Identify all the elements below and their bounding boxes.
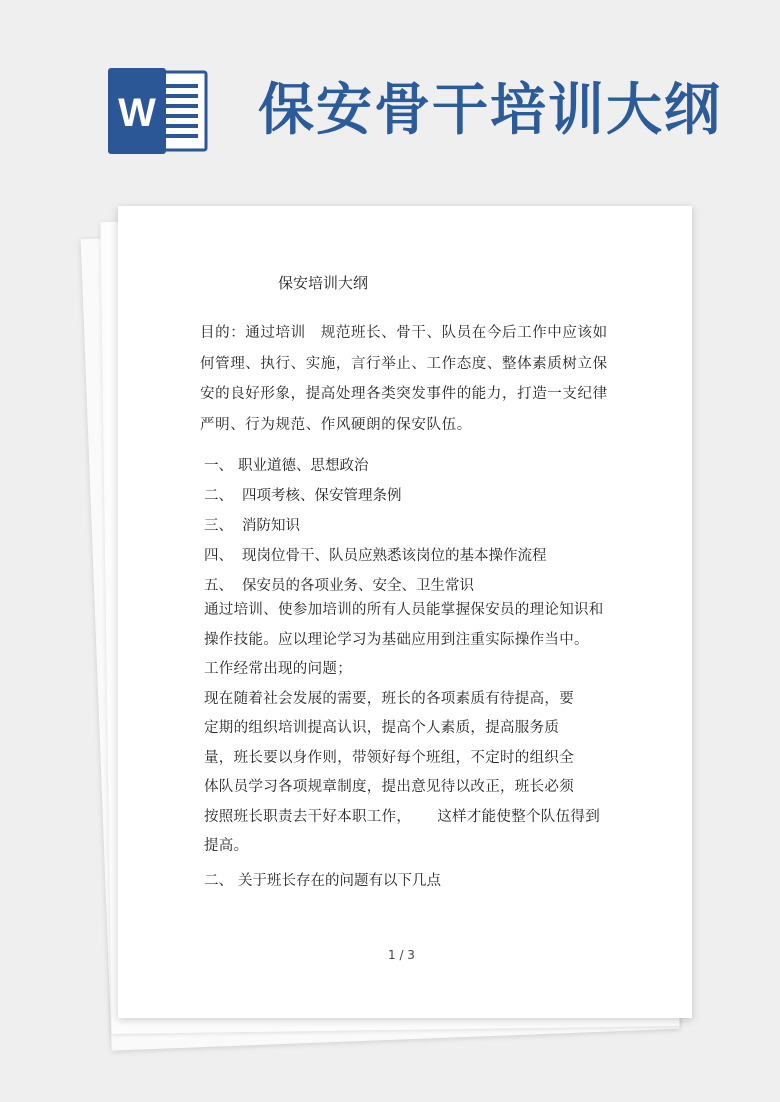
outline-list bbox=[204, 451, 547, 601]
body-line-part: 这样才能使整个队伍得到 bbox=[437, 808, 601, 825]
outline-number: 二、 bbox=[204, 873, 233, 889]
body-line: 操作技能。应以理论学习为基础应用到注重实际操作当中。 bbox=[204, 631, 589, 648]
body-line: 量，班长要以身作则，带领好每个班组，不定时的组织全 bbox=[204, 749, 574, 766]
banner-title: 保安骨干培训大纲 bbox=[258, 77, 722, 143]
body-line: 通过培训、使参加培训的所有人员能掌握保安员的理论知识和 bbox=[204, 602, 604, 618]
outline-text: 保安员的各项业务、安全、卫生常识 bbox=[242, 578, 474, 594]
body-line: 现在随着社会发展的需要，班长的各项素质有待提高，要 bbox=[204, 690, 574, 707]
body-line-part: 按照班长职责去干好本职工作， bbox=[204, 808, 412, 825]
outline-item bbox=[204, 511, 547, 541]
purpose-line: 安的良好形象，提高处理各类突发事件的能力，打造一支纪律 bbox=[200, 386, 608, 402]
outline-text: 现岗位骨干、队员应熟悉该岗位的基本操作流程 bbox=[242, 548, 547, 564]
purpose-line: 何管理、执行、实施，言行举止、工作态度、整体素质树立保 bbox=[200, 355, 608, 372]
page-number: 1 / 3 bbox=[388, 948, 415, 962]
outline-item bbox=[204, 541, 547, 571]
body-line: 提高。 bbox=[204, 838, 249, 854]
svg-text:W: W bbox=[118, 91, 156, 135]
outline-number: 三、 bbox=[204, 518, 233, 534]
outline-number: 五、 bbox=[204, 578, 233, 594]
purpose-line: 目的：通过培训 规范班长、骨干、队员在今后工作中应该如 bbox=[200, 325, 608, 341]
body-line: 体队员学习各项规章制度，提出意见待以改正，班长必须 bbox=[204, 779, 574, 795]
body-line bbox=[204, 803, 614, 833]
outline-number: 一、 bbox=[204, 458, 233, 474]
document-title: 保安培训大纲 bbox=[278, 274, 369, 292]
outline-item bbox=[204, 451, 547, 481]
body-line: 工作经常出现的问题； bbox=[204, 661, 352, 677]
outline-text: 四项考核、保安管理条例 bbox=[242, 488, 402, 504]
outline-text: 职业道德、思想政治 bbox=[238, 458, 369, 474]
outline-item bbox=[204, 481, 547, 511]
outline-text: 消防知识 bbox=[242, 518, 300, 534]
outline-number: 四、 bbox=[204, 548, 233, 564]
section-two-heading bbox=[204, 866, 441, 896]
header-banner bbox=[0, 0, 780, 200]
outline-text: 关于班长存在的问题有以下几点 bbox=[238, 873, 441, 889]
body-paragraphs bbox=[204, 596, 614, 862]
document-page bbox=[118, 206, 692, 1018]
outline-number: 二、 bbox=[204, 488, 233, 504]
word-document-icon bbox=[108, 68, 210, 154]
body-line: 定期的组织培训提高认识，提高个人素质，提高服务质 bbox=[204, 720, 560, 736]
purpose-line: 严明、行为规范、作风硬朗的保安队伍。 bbox=[200, 416, 472, 433]
purpose-paragraph bbox=[200, 318, 608, 440]
